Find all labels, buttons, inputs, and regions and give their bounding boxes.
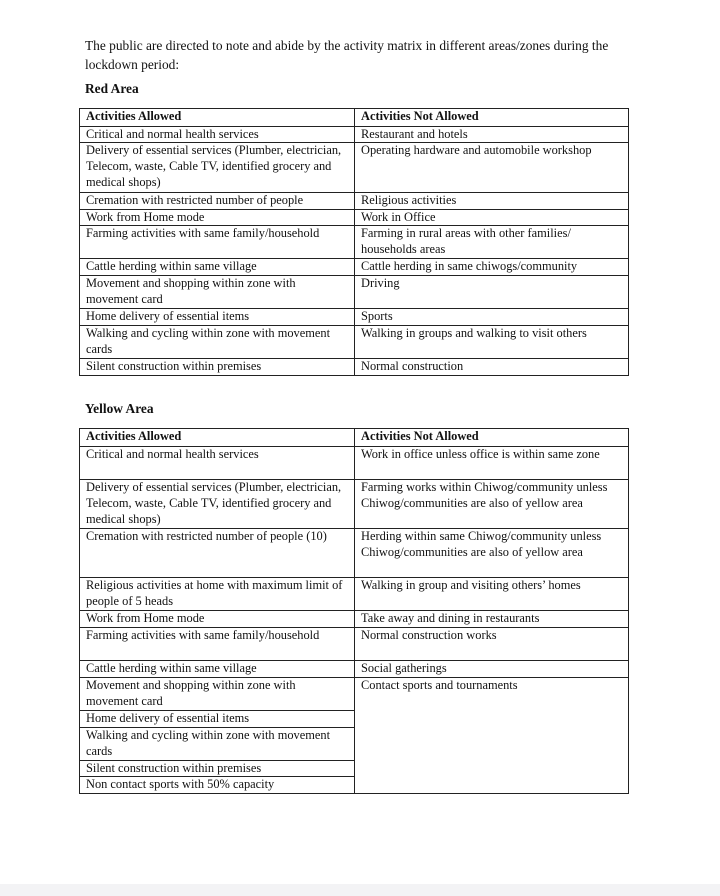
red-area-table [79,108,629,376]
yellow-area-table [79,428,629,794]
yellow-allowed-item: Cattle herding within same village [80,661,354,678]
red-allowed-header: Activities Allowed [80,109,354,127]
yellow-area-title: Yellow Area [85,401,154,416]
intro-paragraph: The public are directed to note and abide by the activity matrix in different areas/zones during the lockdown period: [85,38,609,72]
red-not-allowed-item: Walking in groups and walking to visit others [355,326,628,359]
red-not-allowed-item: Driving [355,276,628,309]
red-allowed-item: Movement and shopping within zone with movement card [80,276,354,309]
red-allowed-item: Cremation with restricted number of people [80,193,354,210]
red-not-allowed-item: Work in Office [355,210,628,226]
red-not-allowed-item: Religious activities [355,193,628,210]
yellow-allowed-item: Walking and cycling within zone with movement cards [80,728,354,761]
red-not-allowed-item: Operating hardware and automobile workshop [355,143,628,193]
yellow-allowed-item: Farming activities with same family/household [80,628,354,661]
red-not-allowed-column [354,109,628,375]
yellow-allowed-item: Movement and shopping within zone with movement card [80,678,354,711]
red-area-title: Red Area [85,81,139,96]
red-allowed-item: Home delivery of essential items [80,309,354,326]
yellow-not-allowed-item: Take away and dining in restaurants [355,611,628,628]
red-allowed-item: Cattle herding within same village [80,259,354,276]
yellow-not-allowed-item: Social gatherings [355,661,628,678]
yellow-allowed-item: Work from Home mode [80,611,354,628]
red-not-allowed-item: Sports [355,309,628,326]
yellow-not-allowed-column [354,429,628,793]
yellow-not-allowed-header: Activities Not Allowed [355,429,628,447]
yellow-allowed-item: Home delivery of essential items [80,711,354,728]
yellow-not-allowed-item: Normal construction works [355,628,628,661]
yellow-allowed-item: Cremation with restricted number of people (10) [80,529,354,578]
yellow-not-allowed-item: Walking in group and visiting others’ homes [355,578,628,611]
yellow-allowed-item: Non contact sports with 50% capacity [86,777,275,791]
yellow-not-allowed-item: Work in office unless office is within same zone [355,447,628,480]
red-allowed-item: Farming activities with same family/household [80,226,354,259]
red-allowed-column [80,109,354,375]
red-allowed-item: Critical and normal health services [80,127,354,143]
red-allowed-item: Work from Home mode [80,210,354,226]
red-allowed-item: Silent construction within premises [86,359,262,373]
red-allowed-item: Delivery of essential services (Plumber, electrician, Telecom, waste, Cable TV, identified grocery and medical shops) [80,143,354,193]
yellow-allowed-item: Silent construction within premises [80,761,354,777]
red-not-allowed-item: Restaurant and hotels [355,127,628,143]
yellow-allowed-item: Religious activities at home with maximum limit of people of 5 heads [80,578,354,611]
yellow-allowed-item: Critical and normal health services [80,447,354,480]
red-not-allowed-item: Farming in rural areas with other families/ households areas [355,226,628,259]
red-allowed-item: Walking and cycling within zone with movement cards [80,326,354,359]
yellow-allowed-header: Activities Allowed [80,429,354,447]
bottom-margin-strip [0,884,720,896]
yellow-allowed-column [80,429,354,793]
red-not-allowed-item: Normal construction [361,359,464,373]
yellow-not-allowed-item: Herding within same Chiwog/community unless Chiwog/communities are also of yellow area [355,529,628,578]
red-not-allowed-header: Activities Not Allowed [355,109,628,127]
red-not-allowed-item: Cattle herding in same chiwogs/community [355,259,628,276]
yellow-allowed-item: Delivery of essential services (Plumber, electrician, Telecom, waste, Cable TV, identified grocery and medical shops) [80,480,354,529]
yellow-not-allowed-item: Farming works within Chiwog/community unless Chiwog/communities are also of yellow area [355,480,628,529]
yellow-not-allowed-item: Contact sports and tournaments [361,678,518,692]
